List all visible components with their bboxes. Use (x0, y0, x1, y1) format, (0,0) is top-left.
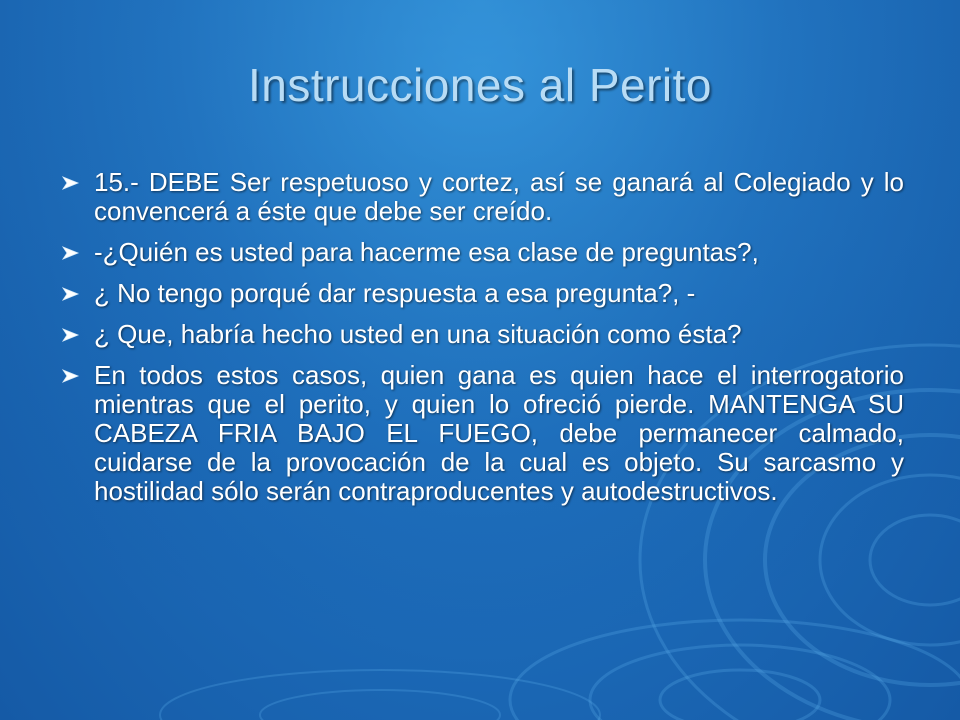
arrow-bullet-icon (62, 369, 80, 383)
bullet-text: -¿Quién es usted para hacerme esa clase de preguntas?, (94, 237, 759, 267)
bullet-list (62, 168, 904, 518)
arrow-bullet-icon (62, 328, 80, 342)
arrow-bullet-icon (62, 287, 80, 301)
bullet-text: ¿ Que, habría hecho usted en una situación como ésta? (94, 319, 742, 349)
bullet-item (62, 361, 904, 506)
bullet-text: 15.- DEBE Ser respetuoso y cortez, así se ganará al Colegiado y lo convencerá a éste que debe ser creído. (94, 167, 904, 226)
bullet-item (62, 168, 904, 226)
arrow-bullet-icon (62, 246, 80, 260)
bullet-item (62, 279, 904, 308)
arrow-bullet-icon (62, 176, 80, 190)
slide-title: Instrucciones al Perito (247, 59, 713, 111)
bullet-text: En todos estos casos, quien gana es quien hace el interrogatorio mientras que el perito, y quien lo ofreció pierde. MANTENGA SU CABEZA FRIA BAJO EL FUEGO, debe permanecer calmado, cuidarse de la provocación de la cual es objeto. Su sarcasmo y hostilidad sólo serán contraproducentes y autodestructivos. (94, 360, 904, 506)
bullet-text: ¿ No tengo porqué dar respuesta a esa pregunta?, - (94, 278, 696, 308)
bullet-item (62, 238, 904, 267)
bullet-item (62, 320, 904, 349)
